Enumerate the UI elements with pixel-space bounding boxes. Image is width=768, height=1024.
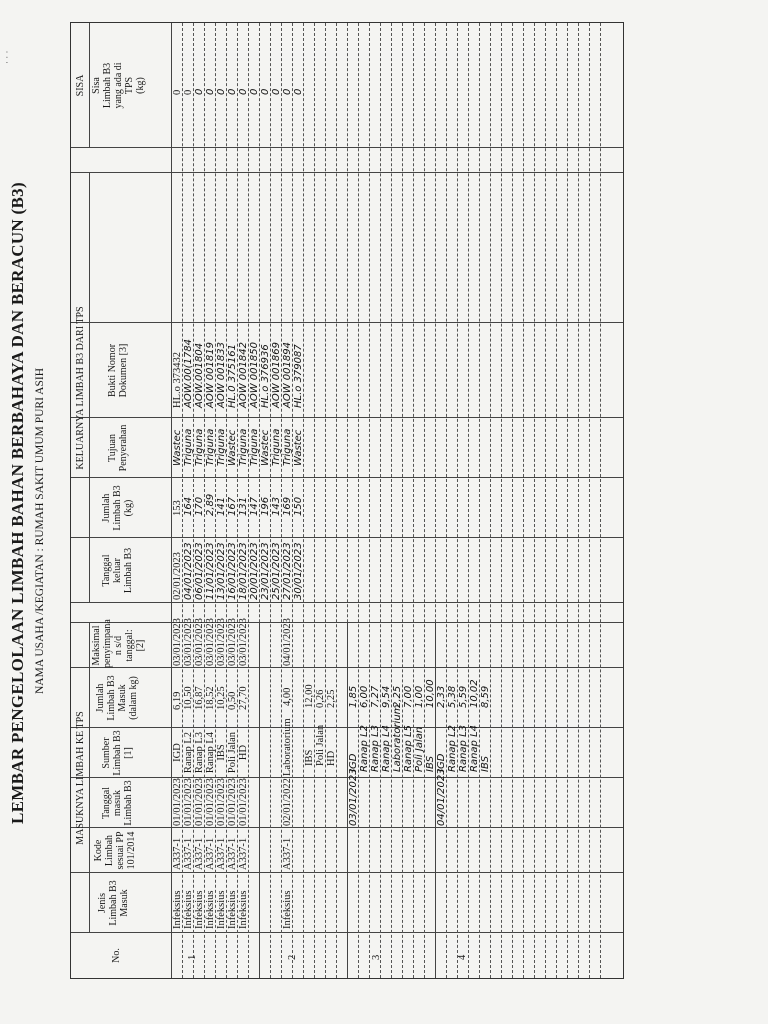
cell-bukti: AOW 001850 xyxy=(249,342,260,408)
header-jumlah-masuk-line: Jumlah xyxy=(95,683,106,713)
row-line xyxy=(600,23,601,978)
cell-tgl-masuk: 01/01/2023 xyxy=(205,778,216,826)
row-line xyxy=(325,23,326,978)
row-line xyxy=(589,23,590,978)
header-tgl-keluar-line: Tanggal xyxy=(101,554,112,587)
cell-sumber: Poli Jalan xyxy=(227,731,238,774)
header-jumlah-keluar xyxy=(101,478,134,538)
cell-tgl-masuk: 01/01/2023 xyxy=(194,778,205,826)
header-sumber-line: Sumber xyxy=(101,737,112,769)
cell-jumlah: 27,70 xyxy=(238,686,249,710)
header-sisa xyxy=(91,23,146,148)
cell-jumlah-keluar: 2,89 xyxy=(205,493,216,516)
cell-sumber: IBS xyxy=(304,749,315,766)
cell-bukti: HL.o 373432 xyxy=(172,352,183,408)
header-kode-line: Limbah xyxy=(104,834,115,867)
cell-jumlah-keluar: 196 xyxy=(260,496,271,516)
cell-tgl-masuk: 03/01/2023 xyxy=(348,768,359,826)
row-line xyxy=(556,23,557,978)
cell-tgl-keluar: 27/01/2023 xyxy=(282,542,293,600)
cell-sumber: Ranap L3 xyxy=(194,731,205,774)
row-line xyxy=(545,23,546,978)
cell-jenis: Infeksius xyxy=(205,890,216,929)
cell-sumber: Laboratorium xyxy=(392,704,403,772)
cell-tgl-masuk: 01/01/2023 xyxy=(238,778,249,826)
row-line xyxy=(336,23,337,978)
cell-sisa: 0 xyxy=(282,88,293,95)
cell-jumlah: 6,00 xyxy=(359,685,370,708)
header-kode-line: sesuai PP xyxy=(115,831,126,870)
cell-jumlah: 10,50 xyxy=(183,686,194,710)
cell-sisa: 0 xyxy=(194,88,205,95)
cell-sisa: 0 xyxy=(293,88,304,95)
header-jenis-line: Limbah B3 xyxy=(108,880,119,926)
header-band-line xyxy=(89,173,90,603)
row-line xyxy=(391,23,392,978)
header-sumber-line: Limbah B3 xyxy=(112,730,123,776)
cell-sumber: HD xyxy=(326,750,337,766)
cell-jumlah: 8,59 xyxy=(480,685,491,708)
cell-tujuan: Wastec xyxy=(172,429,183,466)
cell-tgl-keluar: 23/01/2023 xyxy=(260,542,271,600)
cell-jumlah-keluar: 164 xyxy=(183,496,194,516)
cell-sumber: IGD xyxy=(348,753,359,772)
cell-jumlah: 9,54 xyxy=(381,685,392,708)
cell-jumlah: 2,33 xyxy=(436,685,447,708)
row-line xyxy=(578,23,579,978)
cell-maks: 03/01/2023 xyxy=(227,618,238,666)
cell-tgl-keluar: 02/01/2023 xyxy=(172,552,183,600)
header-bukti-line: Dokumen [3] xyxy=(118,343,129,398)
header-tujuan-line: Penyerahan xyxy=(118,424,129,472)
cell-bukti: AOW.00(1784 xyxy=(183,338,194,408)
cell-tujuan: Triguna xyxy=(249,428,260,466)
cell-tgl-masuk: 02/01/2022 xyxy=(282,778,293,826)
cell-tgl-masuk: 01/01/2023 xyxy=(216,778,227,826)
row-line xyxy=(468,23,469,978)
header-kode xyxy=(93,828,137,873)
cell-jumlah-keluar: 131 xyxy=(238,496,249,516)
header-jumlah-masuk-line: Limbah B3 xyxy=(106,675,117,721)
cell-tujuan: Triguna xyxy=(282,428,293,466)
cell-jumlah: 1,00 xyxy=(414,685,425,708)
cell-jumlah: 5,59 xyxy=(458,685,469,708)
cell-jumlah: 5,38 xyxy=(447,685,458,708)
cell-tujuan: Wastec xyxy=(293,429,304,466)
row-line xyxy=(567,23,568,978)
header-tgl-masuk-line: Tanggal xyxy=(101,786,112,820)
cell-sumber: Ranap L2 xyxy=(447,724,458,772)
cell-sumber: Ranap L3 xyxy=(458,724,469,772)
header-maksimal-line: n s/d xyxy=(113,635,124,656)
cell-tgl-keluar: 13/01/2023 xyxy=(216,542,227,600)
header-jumlah-keluar-line: Jumlah xyxy=(101,493,112,523)
cell-jumlah: 1,85 xyxy=(348,685,359,708)
cell-maks: 03/01/2023 xyxy=(216,618,227,666)
cell-tujuan: Wastec xyxy=(227,429,238,466)
cell-jumlah: 18,52 xyxy=(205,686,216,710)
header-maksimal xyxy=(91,619,146,668)
cell-jumlah-keluar: 170 xyxy=(194,496,205,516)
section-masuk: MASUKNYA LIMBAH KE TPS xyxy=(75,711,86,845)
cell-sumber: Poli Jalan xyxy=(315,724,326,766)
cell-tgl-keluar: 06/01/2023 xyxy=(194,542,205,600)
row-line xyxy=(402,23,403,978)
cell-jumlah: 7,27 xyxy=(370,685,381,708)
cell-tujuan: Triguna xyxy=(183,428,194,466)
cell-tgl-masuk: 01/01/2023 xyxy=(183,778,194,826)
cell-tgl-keluar: 11/01/2023 xyxy=(205,542,216,600)
header-jumlah-keluar-line: (kg) xyxy=(123,499,134,517)
header-sisa-line: yang ada di xyxy=(113,62,124,109)
row-line xyxy=(490,23,491,978)
row-line xyxy=(358,23,359,978)
header-sisa-line: TPS xyxy=(124,76,135,95)
row-line xyxy=(501,23,502,978)
cell-kode: A337-1 xyxy=(183,837,194,870)
header-bukti xyxy=(107,323,129,418)
header-jumlah-masuk-line: Masuk xyxy=(117,684,128,712)
cell-tujuan: Wastec xyxy=(260,429,271,466)
cell-tgl-masuk: 01/01/2023 xyxy=(172,778,183,826)
cell-kode: A337-1 xyxy=(227,837,238,870)
header-tgl-masuk xyxy=(101,778,134,828)
header-tgl-masuk-line: masuk xyxy=(112,789,123,817)
cell-tujuan: Triguna xyxy=(194,428,205,466)
header-maksimal-line: tanggal: xyxy=(124,629,135,662)
cell-kode: A337-1 xyxy=(172,837,183,870)
cell-sisa: 0 xyxy=(216,88,227,95)
header-sisa-line: Sisa xyxy=(91,77,102,94)
row-line xyxy=(369,23,370,978)
row-number: 2 xyxy=(287,954,298,960)
cell-bukti: AOW 001894 xyxy=(282,342,293,408)
row-number: 3 xyxy=(371,954,382,960)
cell-sisa: 0 xyxy=(238,88,249,95)
header-tujuan xyxy=(107,418,129,478)
cell-jenis: Infeksius xyxy=(227,890,238,929)
cell-sumber: IBS xyxy=(216,744,227,761)
cell-jenis: Infeksius xyxy=(238,890,249,929)
cell-jumlah: 16,87 xyxy=(194,686,205,710)
cell-sumber: Ranap L5 xyxy=(403,724,414,772)
cell-sisa: 0 xyxy=(227,88,238,95)
cell-kode: A337-1 xyxy=(238,837,249,870)
cell-sumber: Ranap L3 xyxy=(370,724,381,772)
cell-jenis: Infeksius xyxy=(216,890,227,929)
header-tgl-keluar-line: keluar xyxy=(112,558,123,583)
cell-jumlah-keluar: 147 xyxy=(249,496,260,516)
cell-bukti: AOW 001869 xyxy=(271,342,282,408)
cell-jenis: Infeksius xyxy=(183,890,194,929)
cell-sisa: 0 xyxy=(205,88,216,95)
row-line xyxy=(523,23,524,978)
cell-tujuan: Triguna xyxy=(271,428,282,466)
cell-kode: A337-1 xyxy=(194,837,205,870)
cell-sumber: Ranap L4 xyxy=(469,724,480,772)
cell-sumber: Ranap L2 xyxy=(183,731,194,774)
cell-jumlah: 12,00 xyxy=(304,684,315,708)
header-tujuan-line: Tujuan xyxy=(107,434,118,462)
header-no: No. xyxy=(111,948,122,963)
cell-tujuan: Triguna xyxy=(205,428,216,466)
page-title: LEMBAR PENGELOLAAN LIMBAH BAHAN BERBAHAYA DAN BERACUN (B3) xyxy=(8,182,27,824)
header-band-line xyxy=(89,23,90,148)
cell-sisa: 0 xyxy=(172,89,183,95)
row-line xyxy=(424,23,425,978)
cell-sumber: IGD xyxy=(172,743,183,762)
cell-maks: 03/01/2023 xyxy=(194,618,205,666)
cell-jumlah: 0,26 xyxy=(315,689,326,708)
header-jumlah-masuk xyxy=(95,668,139,728)
row-number: 4 xyxy=(457,954,468,960)
cell-jumlah: 7,00 xyxy=(403,685,414,708)
row-line xyxy=(380,23,381,978)
header-kode-line: Kode xyxy=(93,839,104,862)
cell-jumlah: 4,00 xyxy=(282,687,293,706)
cell-jumlah: 0,50 xyxy=(227,691,238,710)
cell-jumlah: 10,25 xyxy=(216,686,227,710)
cell-maks: 03/01/2023 xyxy=(183,618,194,666)
header-jumlah-keluar-line: Limbah B3 xyxy=(112,485,123,531)
cell-bukti: HL.o 379087 xyxy=(293,344,304,408)
cell-maks: 03/01/2023 xyxy=(172,618,183,666)
section-keluar: KELUARNYA LIMBAH B3 DARI TPS xyxy=(75,306,86,470)
header-tgl-keluar xyxy=(101,538,134,603)
header-sisa-line: (kg) xyxy=(135,77,146,94)
header-tgl-masuk-line: Limbah B3 xyxy=(123,780,134,826)
section-sisa: SISA xyxy=(75,74,86,97)
page-subtitle: NAMA USAHA /KEGIATAN : RUMAH SAKIT UMUM PURI ASIH xyxy=(34,367,46,694)
cell-kode: A337-1 xyxy=(205,837,216,870)
cell-tujuan: Triguna xyxy=(238,428,249,466)
cell-jumlah-keluar: 153 xyxy=(172,500,183,516)
cell-jenis: Infeksius xyxy=(172,890,183,929)
cell-bukti: AOW 001842 xyxy=(238,342,249,408)
cell-tgl-keluar: 16/01/2023 xyxy=(227,542,238,600)
header-sumber xyxy=(101,728,134,778)
row-line xyxy=(413,23,414,978)
cell-sumber: HD xyxy=(238,744,249,761)
cell-jumlah-keluar: 143 xyxy=(271,496,282,516)
row-line xyxy=(446,23,447,978)
cell-jumlah: 10,00 xyxy=(425,679,436,708)
cell-kode: A337-1 xyxy=(282,837,293,870)
cell-sisa: 0 xyxy=(260,88,271,95)
cell-bukti: AOW 001833 xyxy=(216,342,227,408)
cell-jumlah-keluar: 167 xyxy=(227,496,238,516)
cell-bukti: HL.o 376936 xyxy=(260,344,271,408)
row-line xyxy=(314,23,315,978)
waste-log-table xyxy=(70,22,624,979)
row-line xyxy=(512,23,513,978)
header-jumlah-masuk-line: (dalam kg) xyxy=(128,676,139,720)
cell-bukti: HL.0 375161 xyxy=(227,344,238,408)
cell-jumlah-keluar: 150 xyxy=(293,496,304,516)
header-maksimal-line: Maksimal xyxy=(91,625,102,666)
cell-sisa: 0 xyxy=(249,88,260,95)
cell-sumber: Ranap L2 xyxy=(359,724,370,772)
cell-sumber: Ranap L4 xyxy=(205,731,216,774)
cell-tgl-masuk: 01/01/2023 xyxy=(227,778,238,826)
header-jenis xyxy=(97,873,130,933)
cell-sumber: IBS xyxy=(480,755,491,772)
cell-sisa: 0 xyxy=(183,89,194,95)
cell-tgl-keluar: 04/01/2023 xyxy=(183,542,194,600)
cell-sumber: Poli Jalan xyxy=(414,726,425,772)
cell-jumlah: 6,19 xyxy=(172,691,183,710)
cell-jumlah: 10,02 xyxy=(469,679,480,708)
cell-sumber: Laboratorium xyxy=(282,718,293,776)
row-line xyxy=(534,23,535,978)
header-maksimal-line: penyimpana xyxy=(102,619,113,668)
row-number: 1 xyxy=(187,954,198,960)
cell-tgl-keluar: 25/01/2023 xyxy=(271,542,282,600)
row-line xyxy=(479,23,480,978)
header-jenis-line: Jenis xyxy=(97,893,108,913)
header-bukti-line: Bukti Nomor xyxy=(107,343,118,398)
cell-tgl-keluar: 20/01/2023 xyxy=(249,542,260,600)
cell-tgl-keluar: 30/01/2023 xyxy=(293,542,304,600)
header-kode-line: 101/2014 xyxy=(126,831,137,870)
cell-tgl-keluar: 18/01/2023 xyxy=(238,542,249,600)
cell-tujuan: Triguna xyxy=(216,428,227,466)
cell-sisa: 0 xyxy=(271,88,282,95)
cell-sumber: IBS xyxy=(425,755,436,772)
cell-sumber: Ranap L4 xyxy=(381,724,392,772)
cell-sumber: IGD xyxy=(436,753,447,772)
row-line xyxy=(457,23,458,978)
cell-jumlah-keluar: 169 xyxy=(282,496,293,516)
header-jenis-line: Masuk xyxy=(119,889,130,917)
cell-bukti: AOW.001804 xyxy=(194,342,205,408)
cell-jumlah: 2,25 xyxy=(392,685,403,708)
cell-maks: 03/01/2023 xyxy=(205,618,216,666)
cell-kode: A337-1 xyxy=(216,837,227,870)
header-sumber-line: [1] xyxy=(123,747,134,759)
cell-bukti: AOW 001819 xyxy=(205,342,216,408)
cell-jenis: Infeksius xyxy=(194,890,205,929)
header-sisa-line: Limbah B3 xyxy=(102,62,113,109)
header-band-line xyxy=(89,623,90,933)
cell-jumlah: 2,25 xyxy=(326,689,337,708)
header-maksimal-line: [2] xyxy=(135,639,146,652)
scan-mark: · · · xyxy=(2,50,12,64)
group-line xyxy=(259,623,260,978)
cell-maks: 04/01/2023 xyxy=(282,618,293,666)
cell-jenis: Infeksius xyxy=(282,890,293,929)
cell-jumlah-keluar: 141 xyxy=(216,496,227,516)
cell-maks: 03/01/2023 xyxy=(238,618,249,666)
cell-tgl-masuk: 04/01/2023 xyxy=(436,768,447,826)
header-tgl-keluar-line: Limbah B3 xyxy=(123,547,134,594)
